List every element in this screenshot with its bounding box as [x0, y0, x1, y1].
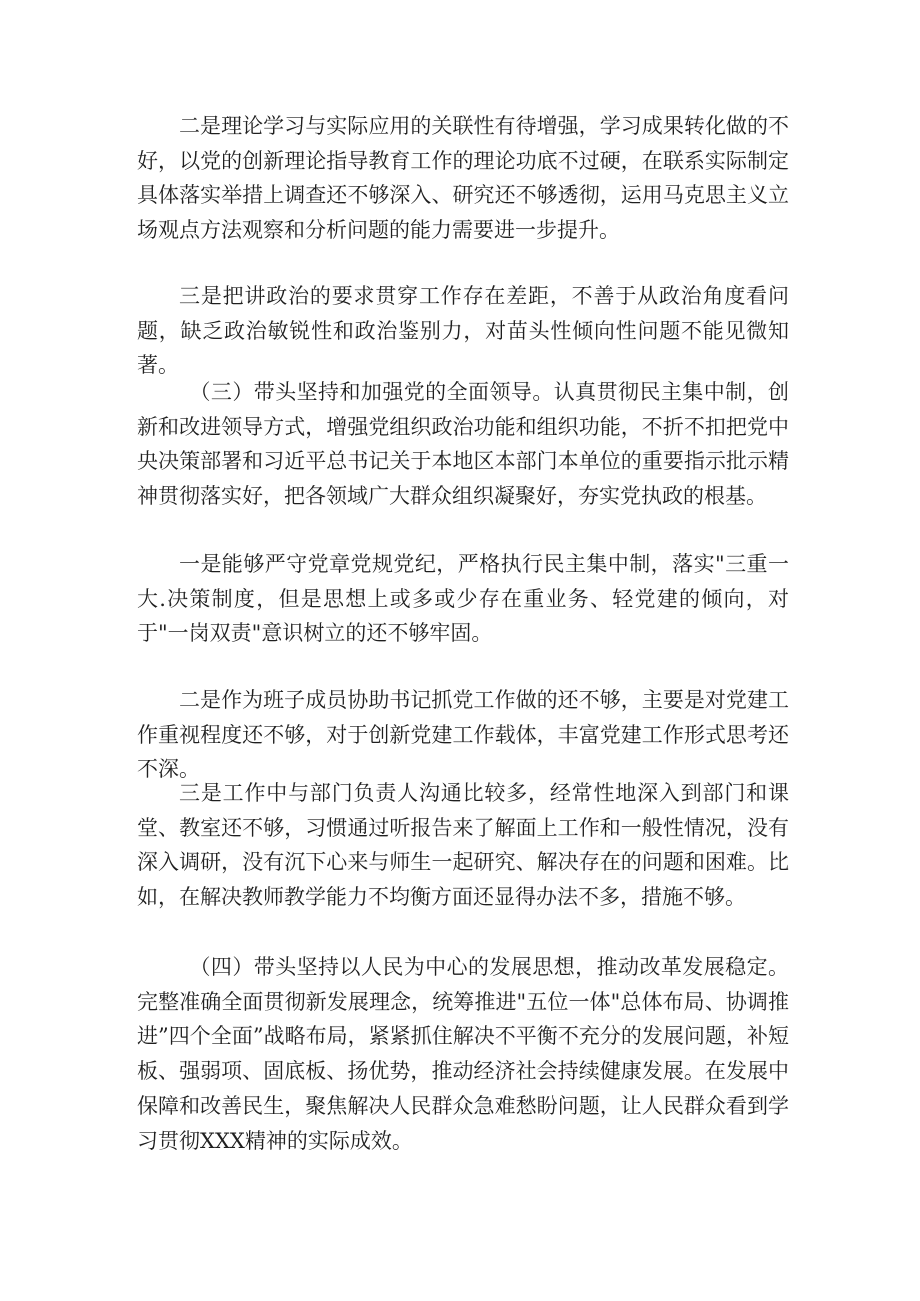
paragraph-political-requirements: 三是把讲政治的要求贯穿工作存在差距，不善于从政治角度看问题，缺乏政治敏锐性和政治鉴别力，对苗头性倾向性问题不能见微知著。: [137, 284, 789, 378]
paragraph-assist-secretary: 二是作为班子成员协助书记抓党工作做的还不够，主要是对党建工作重视程度还不够，对于创新党建工作载体，丰富党建工作形式思考还不深。: [137, 688, 789, 782]
paragraph-section-three-heading: （三）带头坚持和加强党的全面领导。认真贯彻民主集中制，创新和改进领导方式，增强党组织政治功能和组织功能，不折不扣把党中央决策部署和习近平总书记关于本地区本部门本单位的重要指示批示精神贯彻落实好，把各领域广大群众组织凝聚好，夯实党执政的根基。: [137, 380, 789, 509]
paragraph-theory-application: 二是理论学习与实际应用的关联性有待增强，学习成果转化做的不好，以党的创新理论指导教育工作的理论功底不过硬，在联系实际制定具体落实举措上调查还不够深入、研究还不够透彻，运用马克思主义立场观点方法观察和分析问题的能力需要进一步提升。: [137, 114, 789, 243]
paragraph-communication: 三是工作中与部门负责人沟通比较多，经常性地深入到部门和课堂、教室还不够，习惯通过听报告来了解面上工作和一般性情况，没有深入调研，没有沉下心来与师生一起研究、解决存在的问题和困难。比如，在解决教师教学能力不均衡方面还显得办法不多，措施不够。: [137, 781, 789, 910]
paragraph-section-four-heading: （四）带头坚持以人民为中心的发展思想，推动改革发展稳定。完整准确全面贯彻新发展理念，统筹推进"五位一体"总体布局、协调推进”四个全面”战略布局，紧紧抓住解决不平衡不充分的发展问题，补短板、强弱项、固底板、扬优势，推动经济社会持续健康发展。在发展中保障和改善民生，聚焦解决人民群众急难愁盼问题，让人民群众看到学习贯彻XXX精神的实际成效。: [137, 955, 789, 1153]
paragraph-party-discipline: 一是能够严守党章党规党纪，严格执行民主集中制，落实"三重一大.决策制度，但是思想上或多或少存在重业务、轻党建的倾向，对于"一岗双责"意识树立的还不够牢固。: [137, 552, 789, 646]
